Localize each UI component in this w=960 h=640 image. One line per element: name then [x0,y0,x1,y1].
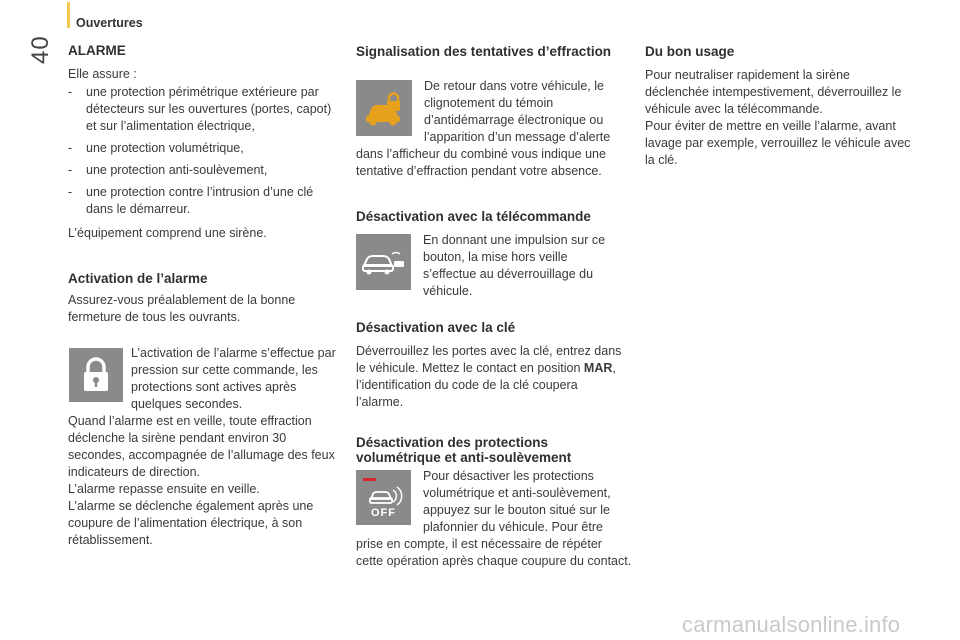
alarm-intro: Elle assure : [68,67,137,81]
watermark: carmanualsonline.info [682,612,901,637]
section-accent-bar [67,2,70,28]
activation-body: Quand l’alarme est en veille, toute effraction déclenche la sirène pendant environ 30 secondes, accompagnée de l’allumage des feux indicateurs de direction. L’alarme repasse ensuite en veille. L’alarme se déclenche également après une coupure de l’alimentation électrique, à son rétablissement. [68,414,335,547]
off-label: OFF [371,507,396,519]
protect-title: Désactivation des protections volumétrique et anti-soulèvement [356,435,572,465]
protect-icon-text: Pour désactiver les protections volumétrique et anti-soulèvement, appuyez sur le bouton situé sur le plafonnier du véhicule. Pour être [423,469,611,534]
activation-title: Activation de l’alarme [68,271,208,286]
key-title: Désactivation avec la clé [356,320,516,335]
list-item: - une protection anti-soulèvement, [68,163,268,177]
intrusion-warning-icon [356,80,412,136]
activation-icon-text: L’activation de l’alarme s’effectue par pression sur cette commande, les protections sont actives après quelques secondes. [131,346,336,411]
protection-list [68,84,340,218]
volumetric-off-button-icon [356,470,411,525]
siren-note: L’équipement comprend une sirène. [68,226,267,240]
list-item: - une protection contre l’intrusion d’une clé dans le démarreur. [68,185,314,216]
list-item: - une protection volumétrique, [68,141,244,155]
list-item: - une protection périmétrique extérieure par détecteurs sur les ouvertures (portes, capot) et sur l’alimentation électrique, [68,85,332,133]
remote-unlock-icon [356,234,411,290]
remote-text: En donnant une impulsion sur ce bouton, la mise hors veille s’effectue au déverrouillage du véhicule. [423,233,606,298]
alarm-lock-button-icon [69,348,123,402]
usage-section [645,44,917,169]
key-text: Déverrouillez les portes avec la clé, entrez dans le véhicule. Mettez le contact en position MAR, l’identification du code de la clé coupera l’alarme. [356,344,622,409]
key-position-mar: MAR [583,361,613,375]
usage-title: Du bon usage [645,44,735,59]
usage-text: Pour neutraliser rapidement la sirène déclenchée intempestivement, déverrouillez le véhicule avec la télécommande. Pour éviter de mettre en veille l’alarme, avant lavage par exemple, verrouillez le véhicule avec la clé. [645,68,911,167]
signal-icon-text: De retour dans votre véhicule, le clignotement du témoin d’antidémarrage électronique ou l’apparition d’un message d’alerte [424,79,611,144]
page-number: 40 [27,35,54,64]
remote-title: Désactivation avec la télécommande [356,209,591,224]
protect-body: prise en compte, il est nécessaire de répéter cette opération après chaque coupure du contact. [356,537,632,568]
column-alarm [68,43,340,242]
key-section [356,320,626,411]
activation-section [68,271,340,326]
alarm-title: ALARME [68,43,126,58]
signal-body: dans l’afficheur du combiné vous indique une tentative d’effraction pendant votre absence. [356,147,606,178]
section-title: Ouvertures [76,16,143,30]
signal-title: Signalisation des tentatives d’effraction [356,44,612,59]
activation-intro: Assurez-vous préalablement de la bonne fermeture de tous les ouvrants. [68,293,296,324]
